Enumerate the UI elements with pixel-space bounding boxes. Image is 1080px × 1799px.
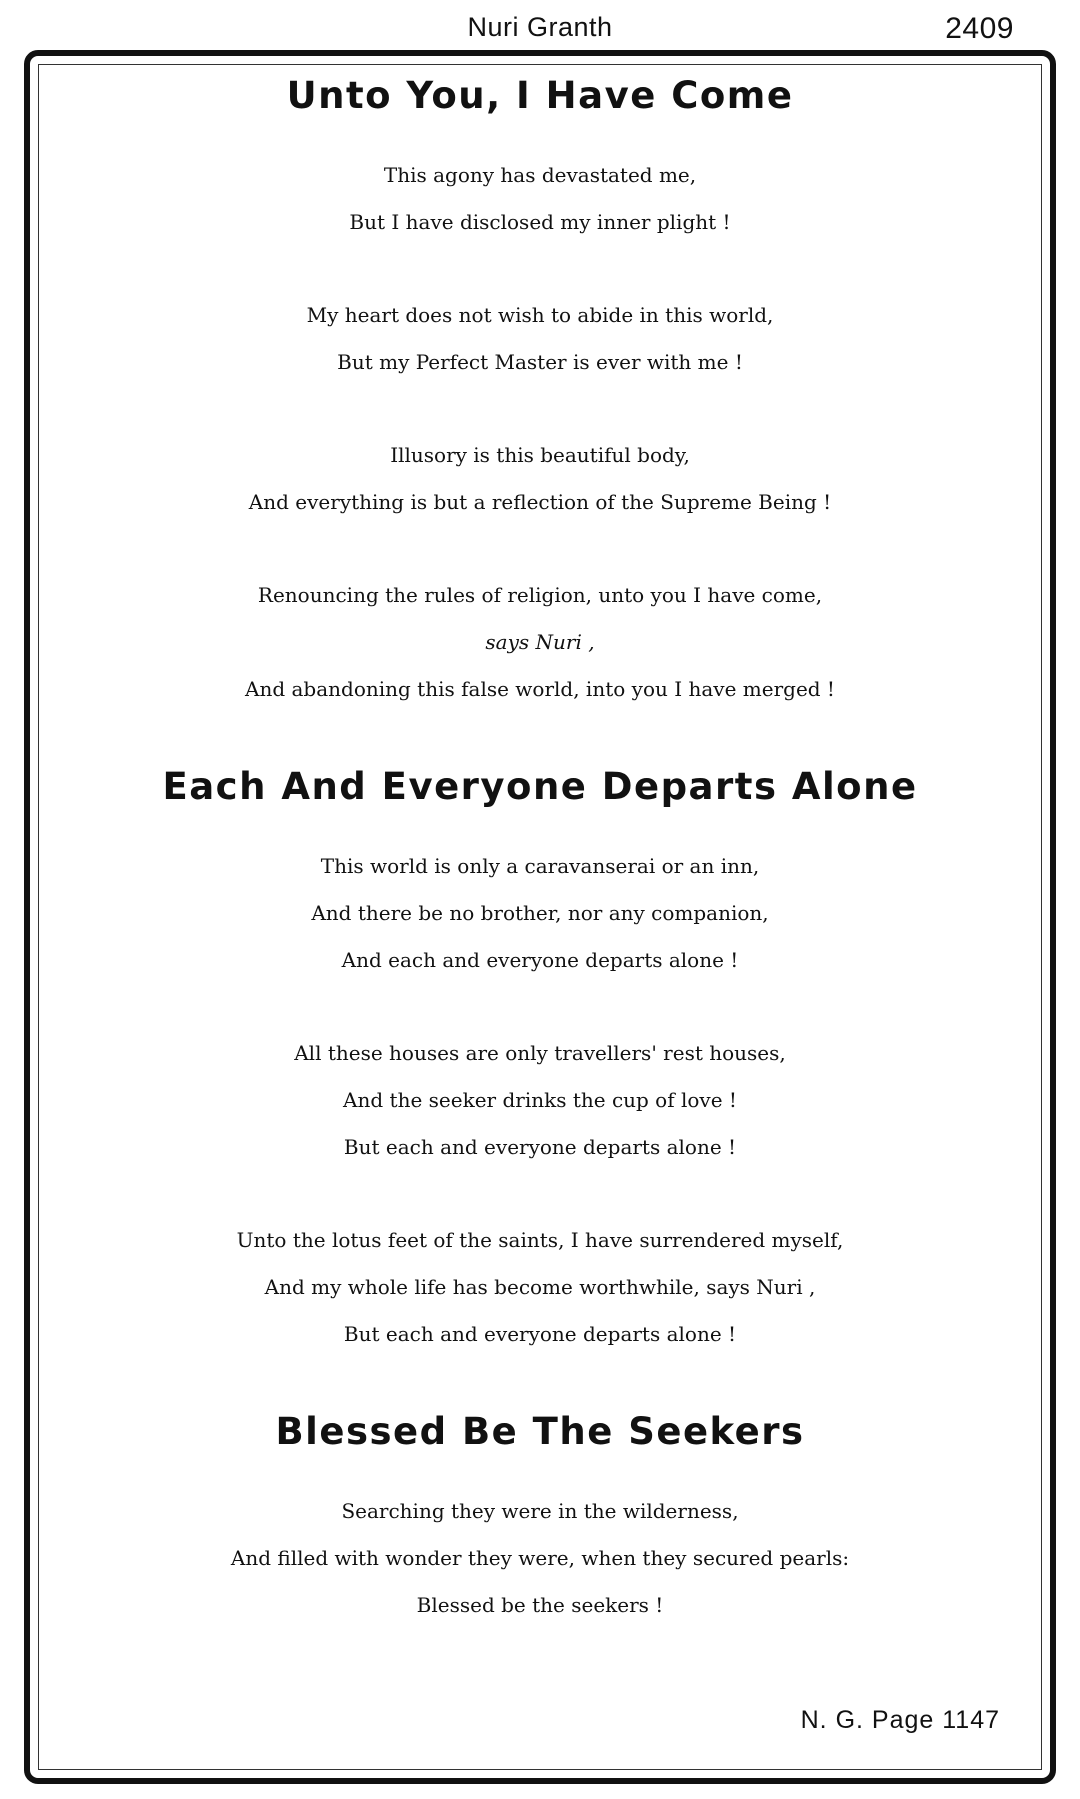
verse-line: And each and everyone departs alone ! xyxy=(341,948,739,972)
poem-unto-you xyxy=(40,68,1040,713)
verse-line: Blessed be the seekers ! xyxy=(416,1593,664,1617)
stanza xyxy=(40,152,1040,246)
verse-line: Searching they were in the wilderness, xyxy=(341,1499,739,1523)
verse-line: This agony has devastated me, xyxy=(383,163,697,187)
stanza xyxy=(40,432,1040,526)
verse-line: And my whole life has become worthwhile, says Nuri , xyxy=(264,1275,816,1299)
verse-line: Illusory is this beautiful body, xyxy=(390,443,690,467)
verse-line: Unto the lotus feet of the saints, I have surrendered myself, xyxy=(236,1228,844,1252)
poem-each-and-everyone xyxy=(40,759,1040,1358)
poem-title: Blessed Be The Seekers xyxy=(275,1410,805,1453)
book-title: Nuri Granth xyxy=(467,12,613,42)
verse-line: This world is only a caravanserai or an inn, xyxy=(320,854,760,878)
page-number: 2409 xyxy=(945,12,1014,45)
verse-line: But I have disclosed my inner plight ! xyxy=(349,210,731,234)
verse-line: But my Perfect Master is ever with me ! xyxy=(337,350,743,374)
verse-line: And there be no brother, nor any companion, xyxy=(311,901,769,925)
stanza xyxy=(40,572,1040,713)
verse-line: But each and everyone departs alone ! xyxy=(343,1322,737,1346)
page-reference: N. G. Page 1147 xyxy=(800,1706,1000,1734)
stanza xyxy=(40,843,1040,984)
poem-title: Each And Everyone Departs Alone xyxy=(162,765,918,808)
verse-line: Renouncing the rules of religion, unto you I have come, xyxy=(257,583,823,607)
signature-line: says Nuri , xyxy=(485,630,595,654)
poem-blessed-be-the-seekers xyxy=(40,1404,1040,1629)
verse-line: All these houses are only travellers' rest houses, xyxy=(294,1041,786,1065)
verse-line: But each and everyone departs alone ! xyxy=(343,1135,737,1159)
verse-line: And filled with wonder they were, when they secured pearls: xyxy=(230,1546,850,1570)
poem-title: Unto You, I Have Come xyxy=(286,74,794,117)
verse-line: My heart does not wish to abide in this world, xyxy=(306,303,774,327)
poems-container xyxy=(40,68,1040,1629)
stanza xyxy=(40,292,1040,386)
stanza xyxy=(40,1030,1040,1171)
running-head xyxy=(0,8,1080,48)
verse-line: And everything is but a reflection of the Supreme Being ! xyxy=(248,490,832,514)
stanza xyxy=(40,1488,1040,1629)
verse-line: And the seeker drinks the cup of love ! xyxy=(343,1088,737,1112)
stanza xyxy=(40,1217,1040,1358)
verse-line: And abandoning this false world, into you I have merged ! xyxy=(245,677,835,701)
